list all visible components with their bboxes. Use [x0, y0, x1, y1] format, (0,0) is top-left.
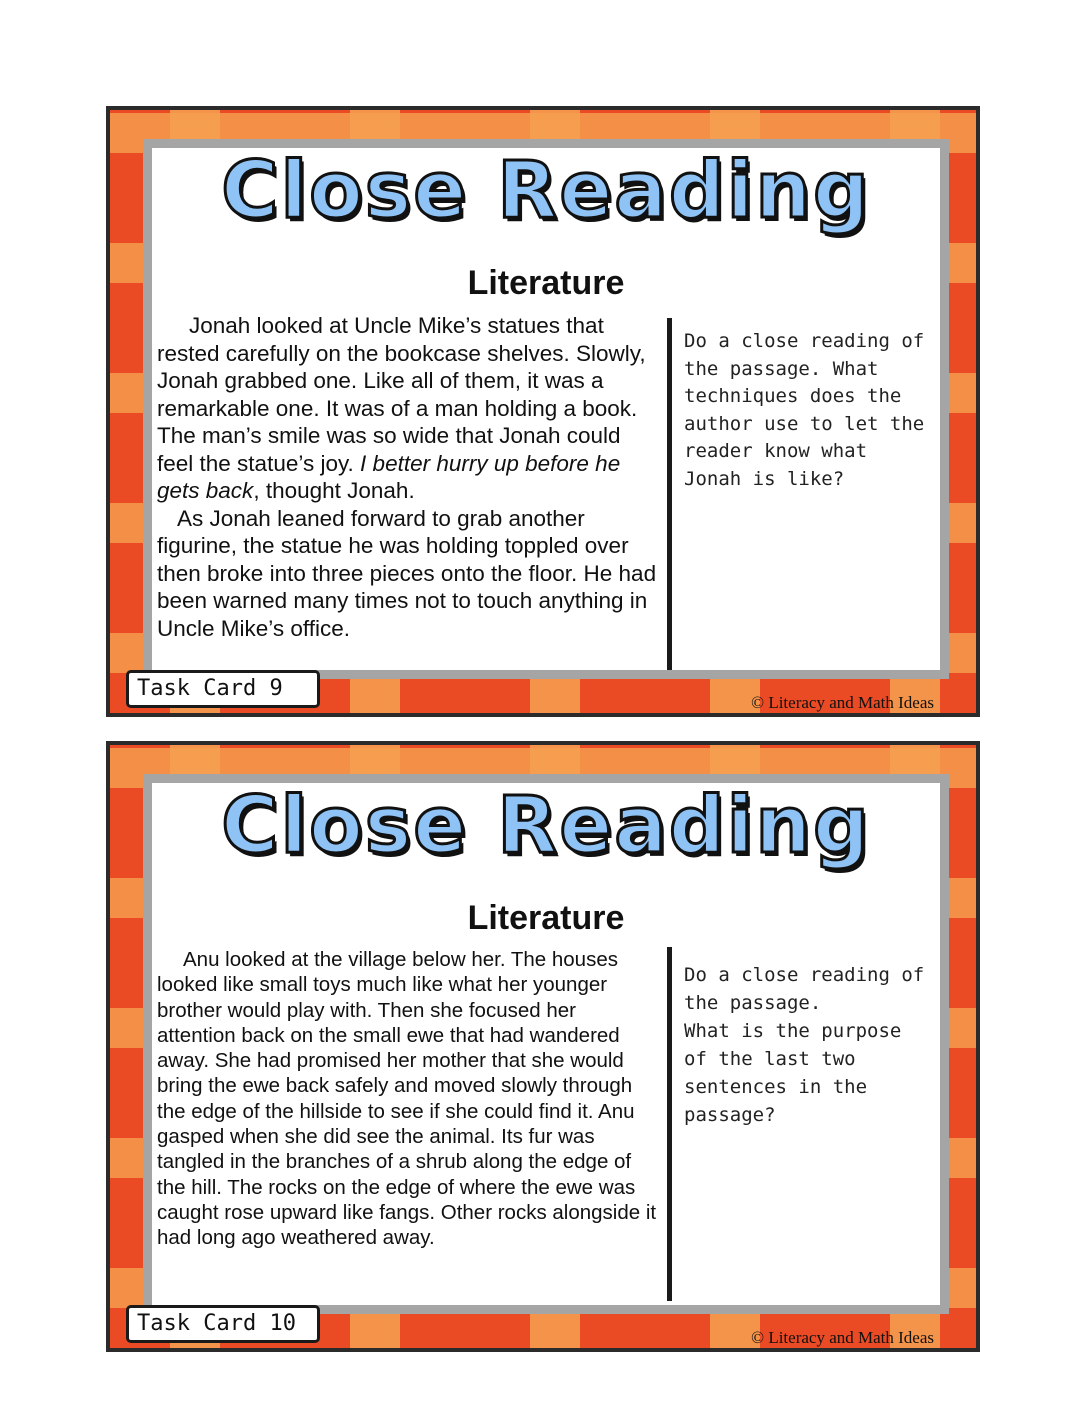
passage-paragraph-1: Anu looked at the village below her. The houses looked like small toys much like what her younger brother would play with. Then she focused her attention back on the small ewe that had wandered away. She had promised her mother that she would bring the ewe back safely and moved slowly through the edge of the hillside to see if she could find it. Anu gasped when she did see the animal. Its fur was tangled in the branches of a shrub along the edge of the hill. The rocks on the edge of where the ewe was caught rose upward like fangs. Other rocks alongside it had long ago weathered away. [157, 948, 657, 1250]
column-divider [667, 947, 672, 1301]
card-panel [152, 783, 940, 1305]
task-card-label: Task Card 10 [126, 1305, 320, 1343]
question-line-1: Do a close reading of the passage. [684, 964, 925, 1014]
card-subtitle: Literature [467, 264, 625, 302]
question-line-2: What is the purpose of the last two sentences in the passage? [684, 1020, 902, 1126]
column-divider [667, 318, 672, 670]
task-card-label: Task Card 9 [126, 670, 320, 708]
card-title: Close Reading [221, 146, 871, 236]
passage-text: Jonah looked at Uncle Mike’s statues that rested carefully on the bookcase shelves. Slowly, Jonah grabbed one. Like all of them, it was a remarkable one. It was of a man holding a book. The man’s smile was so wide that Jonah could feel the statue’s joy. [157, 313, 646, 476]
card-title: Close Reading [221, 781, 871, 871]
task-card-10 [106, 741, 980, 1352]
passage-paragraph-1 [157, 312, 659, 505]
reading-passage [157, 312, 659, 642]
passage-text: , thought Jonah. [253, 478, 415, 503]
copyright-notice: © Literacy and Math Ideas [751, 1328, 934, 1347]
copyright-notice: © Literacy and Math Ideas [751, 693, 934, 712]
card-subtitle: Literature [467, 899, 625, 937]
card-panel [152, 148, 940, 670]
passage-paragraph-2: As Jonah leaned forward to grab another figurine, the statue he was holding toppled over then broke into three pieces onto the floor. He had been warned many times not to touch anything in Uncle Mike’s office. [157, 505, 657, 641]
task-card-9 [106, 106, 980, 717]
question-prompt [684, 961, 934, 1129]
question-prompt: Do a close reading of the passage. What techniques does the author use to let the reader know what Jonah is like? [684, 330, 925, 490]
reading-passage [157, 947, 659, 1251]
passage-italic-thought: I better hurry up before he gets back [157, 450, 621, 503]
